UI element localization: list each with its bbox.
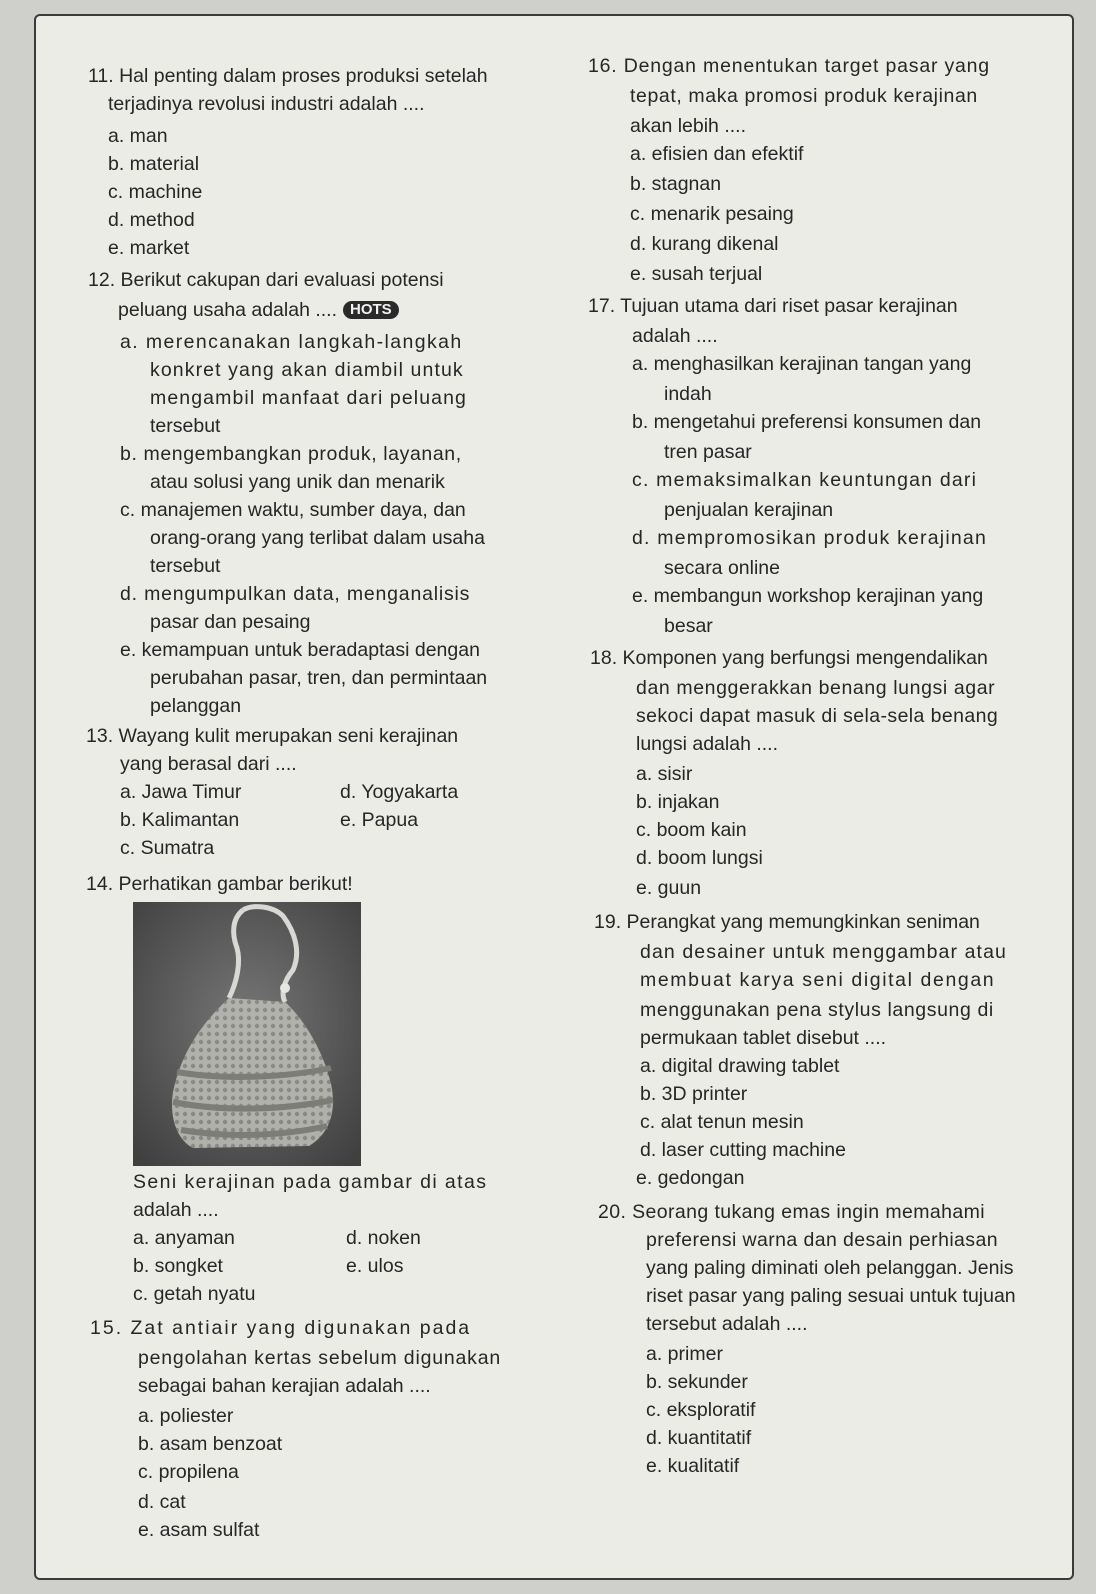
option-c: c. boom kain bbox=[636, 819, 747, 841]
option-b: b. songket bbox=[133, 1255, 223, 1277]
question-16-text: tepat, maka promosi produk kerajinan bbox=[630, 85, 978, 107]
option-c: c. manajemen waktu, sumber daya, dan bbox=[120, 499, 466, 521]
option-d: d. laser cutting machine bbox=[640, 1139, 846, 1161]
option-e-cont: perubahan pasar, tren, dan permintaan bbox=[150, 667, 488, 689]
question-19-text: 19. Perangkat yang memungkinkan seniman bbox=[594, 911, 980, 933]
option-c: c. alat tenun mesin bbox=[640, 1111, 804, 1133]
option-d: d. cat bbox=[138, 1491, 186, 1513]
crochet-bag-photo bbox=[133, 902, 361, 1166]
option-e-cont: pelanggan bbox=[150, 695, 242, 717]
option-d: d. noken bbox=[346, 1227, 421, 1249]
question-15-text: sebagai bahan kerajian adalah .... bbox=[138, 1375, 431, 1397]
option-a: a. Jawa Timur bbox=[120, 781, 242, 803]
option-c: c. propilena bbox=[138, 1461, 239, 1483]
option-d: d. mengumpulkan data, menganalisis bbox=[120, 583, 471, 605]
option-c: c. menarik pesaing bbox=[630, 203, 794, 225]
question-19-text: dan desainer untuk menggambar atau bbox=[640, 941, 1007, 963]
question-18-text: lungsi adalah .... bbox=[636, 733, 779, 755]
option-e: e. gedongan bbox=[636, 1167, 745, 1189]
option-e: e. guun bbox=[636, 877, 702, 899]
option-a: a. anyaman bbox=[133, 1227, 235, 1249]
option-e: e. Papua bbox=[340, 809, 419, 831]
question-11-text: 11. Hal penting dalam proses produksi setelah bbox=[88, 65, 488, 87]
question-15-text: pengolahan kertas sebelum digunakan bbox=[138, 1347, 501, 1369]
option-b: b. Kalimantan bbox=[120, 809, 240, 831]
question-20-text: yang paling diminati oleh pelanggan. Jenis bbox=[646, 1257, 1014, 1279]
option-c: c. memaksimalkan keuntungan dari bbox=[632, 469, 978, 491]
question-14-text: 14. Perhatikan gambar berikut! bbox=[86, 873, 353, 895]
option-a: a. merencanakan langkah-langkah bbox=[120, 331, 463, 353]
option-a: a. digital drawing tablet bbox=[640, 1055, 840, 1077]
option-d: d. method bbox=[108, 209, 195, 231]
question-20-text: tersebut adalah .... bbox=[646, 1313, 808, 1335]
option-b: b. material bbox=[108, 153, 200, 175]
question-13-text: 13. Wayang kulit merupakan seni kerajinan bbox=[86, 725, 459, 747]
option-c: c. getah nyatu bbox=[133, 1283, 256, 1305]
question-11-text: terjadinya revolusi industri adalah .... bbox=[108, 93, 425, 115]
question-18-text: dan menggerakkan benang lungsi agar bbox=[636, 677, 996, 699]
question-18-text: 18. Komponen yang berfungsi mengendalikan bbox=[590, 647, 988, 669]
option-e: e. market bbox=[108, 237, 190, 259]
question-14-text: Seni kerajinan pada gambar di atas bbox=[133, 1171, 488, 1193]
option-d: d. Yogyakarta bbox=[340, 781, 459, 803]
option-b-cont: tren pasar bbox=[664, 441, 752, 463]
question-17-text: adalah .... bbox=[632, 325, 718, 347]
option-d: d. boom lungsi bbox=[636, 847, 763, 869]
question-19-text: menggunakan pena stylus langsung di bbox=[640, 999, 994, 1021]
option-a-cont: mengambil manfaat dari peluang bbox=[150, 387, 468, 409]
option-c-cont: orang-orang yang terlibat dalam usaha bbox=[150, 527, 485, 549]
question-12-text: 12. Berikut cakupan dari evaluasi potensi bbox=[88, 269, 444, 291]
option-b: b. injakan bbox=[636, 791, 720, 813]
option-b: b. mengembangkan produk, layanan, bbox=[120, 443, 462, 465]
option-c-cont: tersebut bbox=[150, 555, 221, 577]
question-20-text: preferensi warna dan desain perhiasan bbox=[646, 1229, 998, 1251]
option-e: e. membangun workshop kerajinan yang bbox=[632, 585, 984, 607]
option-d-cont: pasar dan pesaing bbox=[150, 611, 311, 633]
question-16-text: 16. Dengan menentukan target pasar yang bbox=[588, 55, 990, 77]
option-b: b. stagnan bbox=[630, 173, 722, 195]
option-a: a. menghasilkan kerajinan tangan yang bbox=[632, 353, 972, 375]
option-c-cont: penjualan kerajinan bbox=[664, 499, 834, 521]
option-e: e. asam sulfat bbox=[138, 1519, 260, 1541]
option-b: b. asam benzoat bbox=[138, 1433, 283, 1455]
option-e: e. ulos bbox=[346, 1255, 404, 1277]
option-a: a. poliester bbox=[138, 1405, 234, 1427]
question-17-text: 17. Tujuan utama dari riset pasar kerajinan bbox=[588, 295, 958, 317]
option-b: b. 3D printer bbox=[640, 1083, 748, 1105]
option-c: c. machine bbox=[108, 181, 203, 203]
option-a: a. man bbox=[108, 125, 168, 147]
question-16-text: akan lebih .... bbox=[630, 115, 746, 137]
option-e: e. kualitatif bbox=[646, 1455, 740, 1477]
option-b-cont: atau solusi yang unik dan menarik bbox=[150, 471, 445, 493]
question-14-text: adalah .... bbox=[133, 1199, 219, 1221]
question-13-text: yang berasal dari .... bbox=[120, 753, 297, 775]
option-d: d. kuantitatif bbox=[646, 1427, 752, 1449]
question-12-text: peluang usaha adalah .... HOTS bbox=[118, 298, 399, 322]
option-b: b. sekunder bbox=[646, 1371, 748, 1393]
question-18-text: sekoci dapat masuk di sela-sela benang bbox=[636, 705, 999, 727]
option-d-cont: secara online bbox=[664, 557, 780, 579]
option-e: e. kemampuan untuk beradaptasi dengan bbox=[120, 639, 480, 661]
option-a: a. primer bbox=[646, 1343, 723, 1365]
hots-badge: HOTS bbox=[343, 301, 399, 319]
option-a-cont: konkret yang akan diambil untuk bbox=[150, 359, 464, 381]
option-d: d. mempromosikan produk kerajinan bbox=[632, 527, 987, 549]
option-c: c. eksploratif bbox=[646, 1399, 756, 1421]
option-e: e. susah terjual bbox=[630, 263, 763, 285]
option-a-cont: indah bbox=[664, 383, 712, 405]
question-20-text: 20. Seorang tukang emas ingin memahami bbox=[598, 1201, 985, 1223]
crochet-bag-image bbox=[133, 902, 361, 1166]
option-d: d. kurang dikenal bbox=[630, 233, 779, 255]
question-19-text: membuat karya seni digital dengan bbox=[640, 969, 996, 991]
option-a: a. sisir bbox=[636, 763, 693, 785]
option-c: c. Sumatra bbox=[120, 837, 215, 859]
question-19-text: permukaan tablet disebut .... bbox=[640, 1027, 887, 1049]
option-e-cont: besar bbox=[664, 615, 713, 637]
question-15-text: 15. Zat antiair yang digunakan pada bbox=[90, 1317, 472, 1339]
question-20-text: riset pasar yang paling sesuai untuk tujuan bbox=[646, 1285, 1016, 1307]
option-a-cont: tersebut bbox=[150, 415, 221, 437]
option-a: a. efisien dan efektif bbox=[630, 143, 804, 165]
option-b: b. mengetahui preferensi konsumen dan bbox=[632, 411, 982, 433]
